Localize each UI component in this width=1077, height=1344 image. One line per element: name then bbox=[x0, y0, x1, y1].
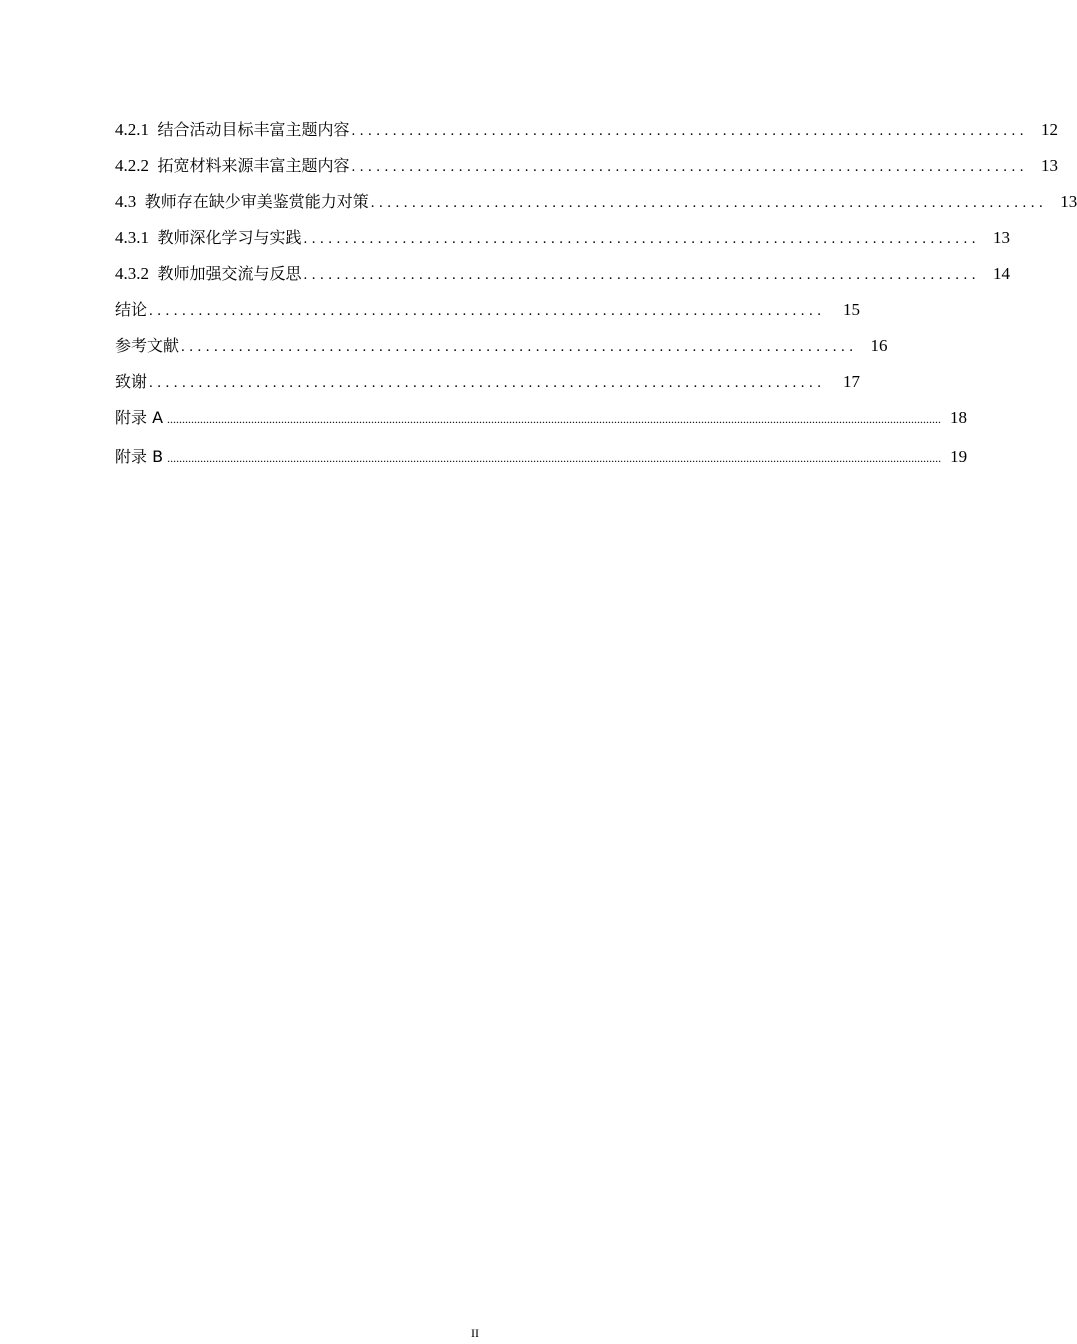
toc-entry-label bbox=[115, 226, 302, 250]
toc-page-number: 15 bbox=[843, 300, 860, 319]
toc-leader-dots: .................................................................................. bbox=[149, 303, 826, 319]
toc-leader-dots: .................................................................................. bbox=[351, 123, 1029, 139]
toc-entry-title: 参考文献 bbox=[115, 336, 180, 355]
toc-page-number: 13 bbox=[1041, 156, 1059, 175]
toc-leader-dots: .................................................................................. bbox=[303, 231, 981, 247]
toc-entry[interactable] bbox=[115, 262, 1011, 298]
toc-entry[interactable] bbox=[115, 190, 1077, 226]
toc-entry-title: 教师存在缺少审美鉴赏能力对策 bbox=[144, 192, 369, 211]
toc-entry-number: 4.2.2 bbox=[115, 156, 149, 175]
toc-entry-label bbox=[115, 154, 350, 178]
page-footer-number: II bbox=[471, 1326, 479, 1340]
toc-entry-title: 拓宽材料来源丰富主题内容 bbox=[157, 156, 350, 175]
toc-page-number: 16 bbox=[870, 336, 888, 355]
toc-entry-number: 4.2.1 bbox=[115, 120, 149, 139]
toc-entry-title: 附录 B bbox=[115, 447, 164, 466]
toc-leader-dots: .................................................................................. bbox=[303, 267, 981, 283]
toc-entry[interactable] bbox=[115, 118, 1059, 154]
toc-leader-dots: .................................................................................................................................................................................................................................................................. bbox=[167, 412, 942, 426]
toc-entry-label bbox=[115, 262, 302, 286]
toc-leader-dots: .................................................................................................................................................................................................................................................................. bbox=[167, 451, 942, 465]
toc-entry-title: 教师深化学习与实践 bbox=[157, 228, 302, 247]
toc-entry-title: 结合活动目标丰富主题内容 bbox=[157, 120, 350, 139]
toc-page-number: 17 bbox=[843, 372, 860, 391]
toc-entry[interactable] bbox=[115, 226, 1011, 262]
toc-page-number: 19 bbox=[950, 447, 968, 466]
toc-entry-title: 致谢 bbox=[115, 372, 148, 391]
toc-entry-label bbox=[115, 406, 163, 430]
toc-entry-label bbox=[115, 298, 147, 322]
toc-entry[interactable] bbox=[115, 406, 968, 445]
toc-entry[interactable] bbox=[115, 445, 968, 484]
toc-entry-number: 4.3.2 bbox=[115, 264, 149, 283]
toc-entry-label bbox=[115, 445, 163, 469]
toc-entry-label bbox=[115, 190, 369, 214]
toc-entry-number: 4.3.1 bbox=[115, 228, 149, 247]
toc-page-number: 12 bbox=[1041, 120, 1059, 139]
toc-entry[interactable] bbox=[115, 298, 860, 334]
toc-entry-number: 4.3 bbox=[115, 192, 137, 211]
toc-entry-label bbox=[115, 118, 350, 142]
toc-page-number: 13 bbox=[993, 228, 1011, 247]
toc-entry-title: 结论 bbox=[115, 300, 148, 319]
toc-entry[interactable] bbox=[115, 334, 888, 370]
toc-entry-label bbox=[115, 370, 147, 394]
toc-leader-dots: .................................................................................. bbox=[351, 159, 1029, 175]
table-of-contents bbox=[115, 118, 1077, 484]
toc-page-number: 18 bbox=[950, 408, 968, 427]
toc-entry[interactable] bbox=[115, 154, 1059, 190]
toc-entry-title: 教师加强交流与反思 bbox=[157, 264, 302, 283]
toc-page-number: 13 bbox=[1060, 192, 1077, 211]
toc-leader-dots: .................................................................................. bbox=[370, 195, 1048, 211]
toc-leader-dots: .................................................................................. bbox=[181, 339, 858, 355]
toc-entry-title: 附录 A bbox=[115, 408, 164, 427]
toc-page-number: 14 bbox=[993, 264, 1011, 283]
toc-entry[interactable] bbox=[115, 370, 860, 406]
toc-entry-label bbox=[115, 334, 179, 358]
toc-leader-dots: .................................................................................. bbox=[149, 375, 826, 391]
